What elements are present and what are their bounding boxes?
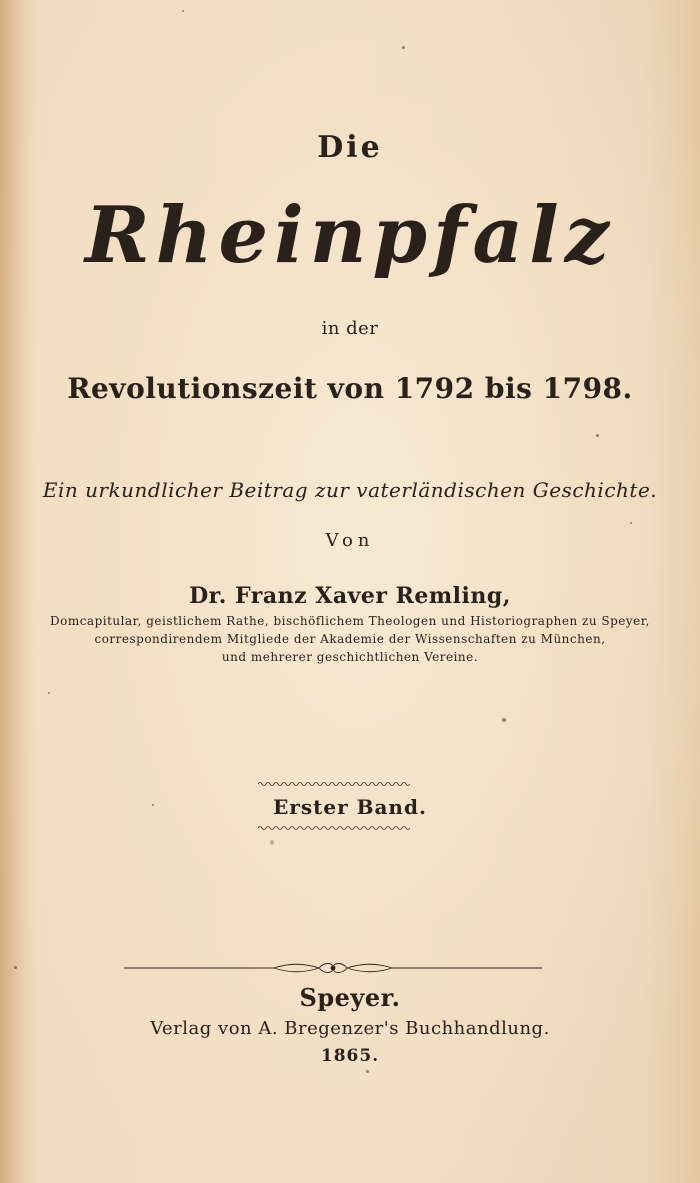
wavy-rule-top — [258, 780, 410, 788]
book-description: Ein urkundlicher Beitrag zur vaterländischen Geschichte. — [42, 478, 658, 502]
ornamental-rule — [124, 960, 542, 976]
book-subtitle: Revolutionszeit von 1792 bis 1798. — [67, 372, 633, 405]
title-connector: in der — [321, 318, 379, 339]
title-article: Die — [317, 130, 383, 165]
wavy-rule-bottom — [258, 824, 410, 832]
publication-year: 1865. — [320, 1046, 380, 1066]
author-description-line: Domcapitular, geistlichem Rathe, bischöflichem Theologen und Historiographen zu Speyer, — [49, 614, 650, 628]
author-description-line: correspondirendem Mitgliede der Akademie der Wissenschaften zu München, — [94, 632, 606, 646]
author-description-line: und mehrerer geschichtlichen Vereine. — [221, 650, 479, 664]
author-name: Dr. Franz Xaver Remling, — [189, 583, 511, 609]
volume-label: Erster Band. — [273, 795, 427, 819]
publication-place: Speyer. — [299, 983, 401, 1012]
book-title: Rheinpfalz — [84, 190, 616, 281]
by-label: Von — [325, 530, 375, 551]
publisher: Verlag von A. Bregenzer's Buchhandlung. — [150, 1018, 550, 1039]
